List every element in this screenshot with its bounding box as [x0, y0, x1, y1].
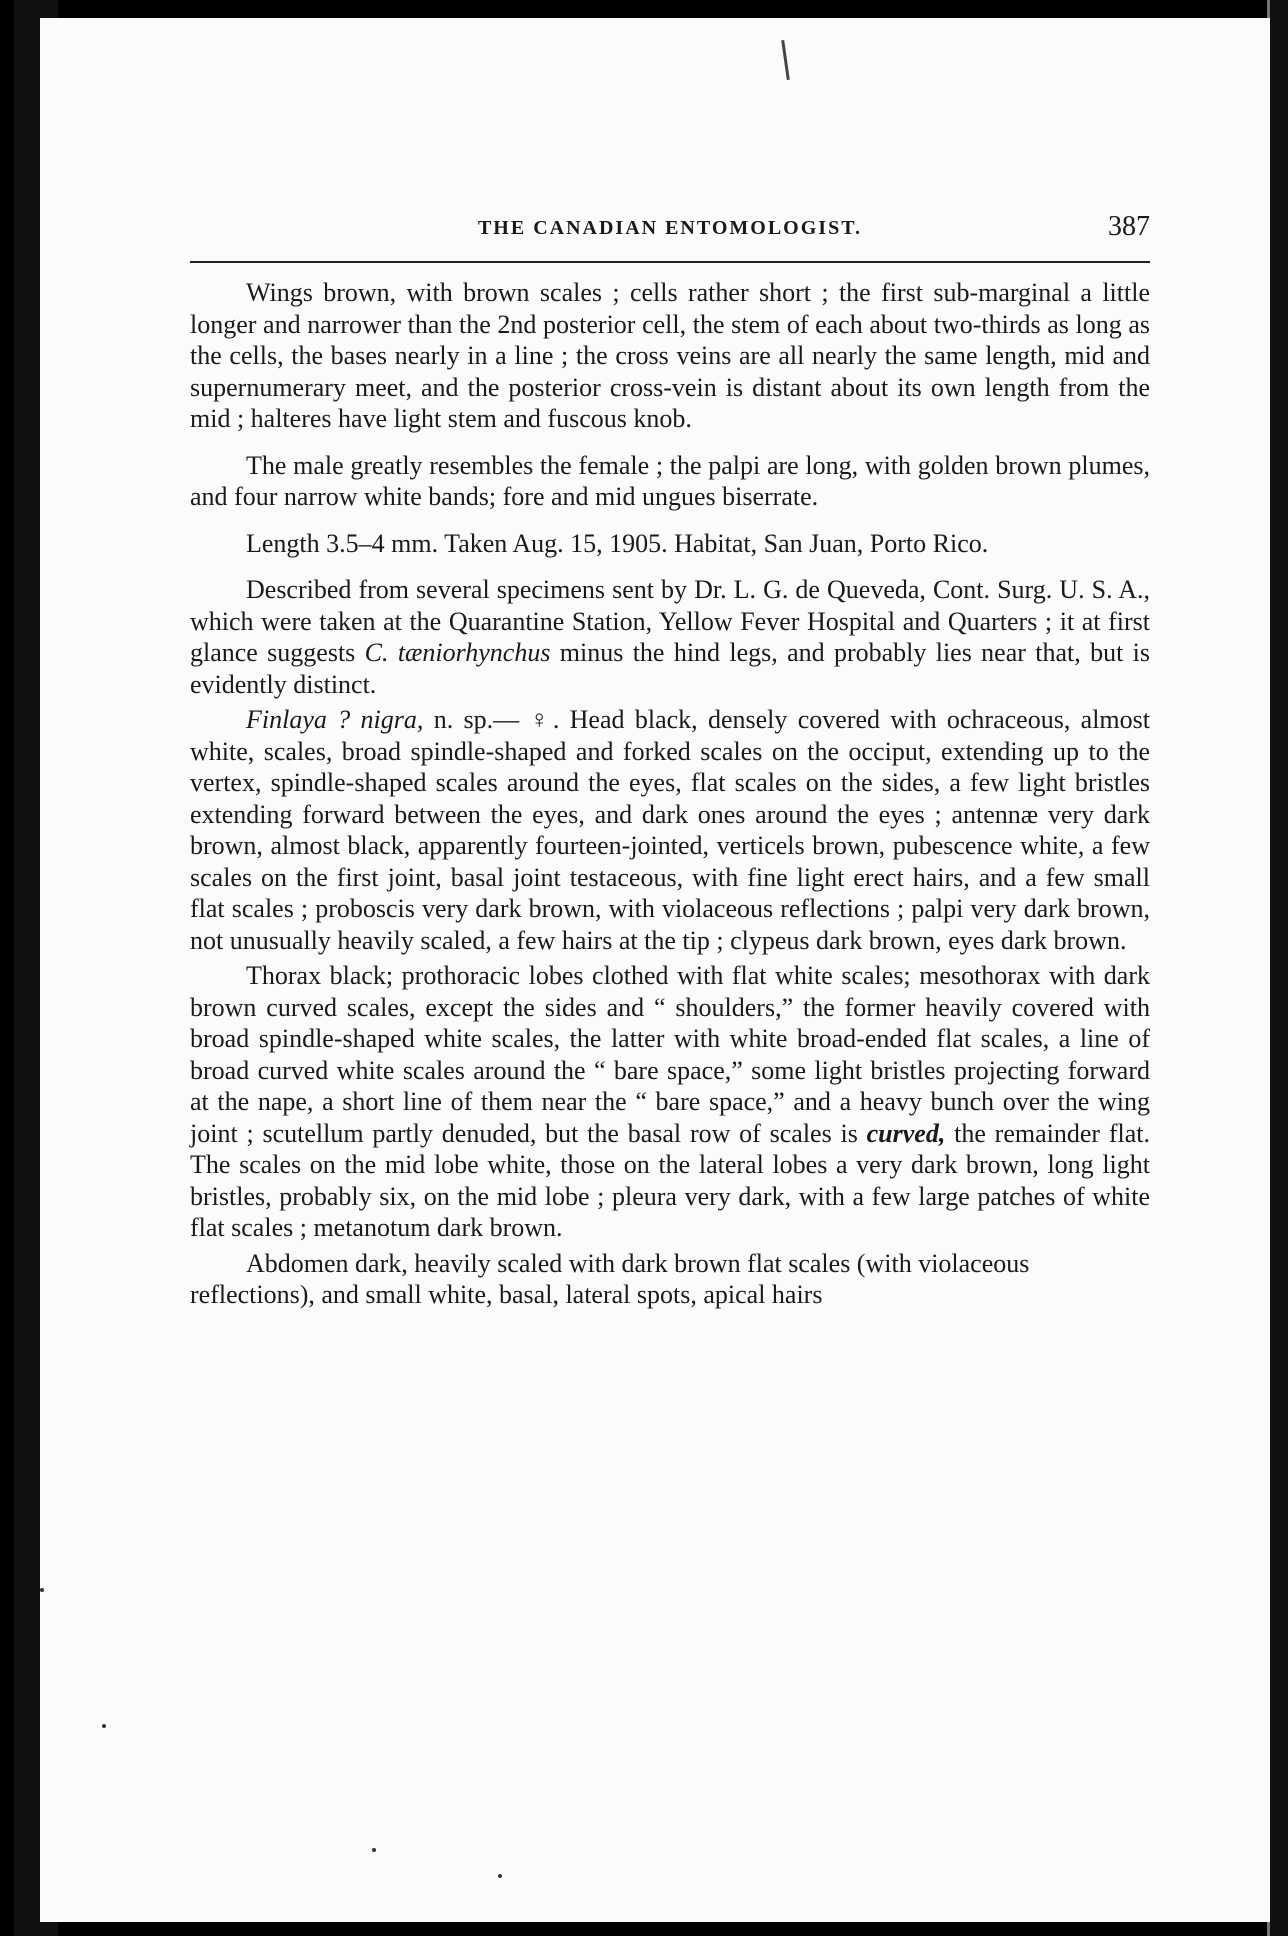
pen-mark — [781, 40, 790, 80]
thorax-text-start: Thorax black; prothoracic lobes clothed with flat white scales; mesothorax with dark brown curved scales, except the sides and “ shoulders,” the former heavily covered with broad spindle-shaped white scales, the latter with white broad-ended flat scales, a line of broad curved white scales around the “ bare space,” some light bristles projecting forward at the nape, a short line of them near the “ bare space,” and a heavy bunch over the wing joint ; scutellum partly denuded, but the basal row of scales is — [190, 961, 1150, 1148]
paragraph-thorax — [190, 960, 1150, 1244]
page-number: 387 — [1108, 211, 1150, 242]
species-name-finlaya-nigra: Finlaya ? nigra, — [246, 705, 424, 734]
paragraph-wings: Wings brown, with brown scales ; cells rather short ; the first sub-marginal a little longer and narrower than the 2nd posterior cell, the stem of each about two-thirds as long as the cells, the bases nearly in a line ; the cross veins are all nearly the same length, mid and supernumerary meet, and the posterior cross-vein is distant about its own length from the mid ; halteres have light stem and fuscous knob. — [190, 278, 1150, 433]
finlaya-description: n. sp.— ♀. Head black, densely covered with ochraceous, almost white, scales, broad spindle-shaped and forked scales on the occiput, extending up to the vertex, spindle-shaped scales around the eyes, flat scales on the sides, a few light bristles extending forward between the eyes, and dark ones around the eyes ; antennæ very dark brown, almost black, apparently fourteen-jointed, verticels brown, pubescence white, a few scales on the first joint, basal joint testaceous, with fine light erect hairs, and a few small flat scales ; proboscis very dark brown, with violaceous reflections ; palpi very dark brown, not unusually heavily scaled, a few hairs at the tip ; clypeus dark brown, eyes dark brown. — [190, 705, 1150, 955]
speck — [498, 1874, 502, 1878]
speck — [40, 1588, 44, 1592]
paragraph-described — [190, 574, 1150, 700]
running-head — [190, 205, 1150, 263]
paragraph-abdomen: Abdomen dark, heavily scaled with dark brown flat scales (with violaceous reflections), and small white, basal, lateral spots, apical hairs — [190, 1248, 1030, 1309]
described-text-end: minus the hind legs, and probably lies near that, but is evidently distinct. — [190, 638, 1150, 699]
species-name-taeniorhynchus: C. tæniorhynchus — [364, 638, 551, 667]
paragraph-finlaya-nigra — [190, 704, 1150, 956]
paragraph-male: The male greatly resembles the female ; the palpi are long, with golden brown plumes, and four narrow white bands; fore and mid ungues biserrate. — [190, 450, 1150, 511]
speck — [372, 1848, 376, 1852]
described-text-start: Described from several specimens sent by Dr. L. G. de Queveda, Cont. Surg. U. S. A., which were taken at the Quarantine Station, Yellow Fever Hospital and Quarters ; it at first glance suggests — [190, 575, 1150, 667]
thorax-text-end: the remainder flat. The scales on the mid lobe white, those on the lateral lobes a very dark brown, long light bristles, probably six, on the mid lobe ; pleura very dark, with a few large patches of white flat scales ; metanotum dark brown. — [190, 1118, 1150, 1242]
scan-right-border — [1270, 0, 1288, 1936]
paragraph-length-habitat: Length 3.5–4 mm. Taken Aug. 15, 1905. Habitat, San Juan, Porto Rico. — [246, 528, 989, 558]
emphasis-curved: curved, — [866, 1118, 946, 1148]
journal-title: THE CANADIAN ENTOMOLOGIST. — [477, 217, 863, 239]
page-content — [190, 205, 1150, 1326]
speck — [102, 1724, 106, 1728]
